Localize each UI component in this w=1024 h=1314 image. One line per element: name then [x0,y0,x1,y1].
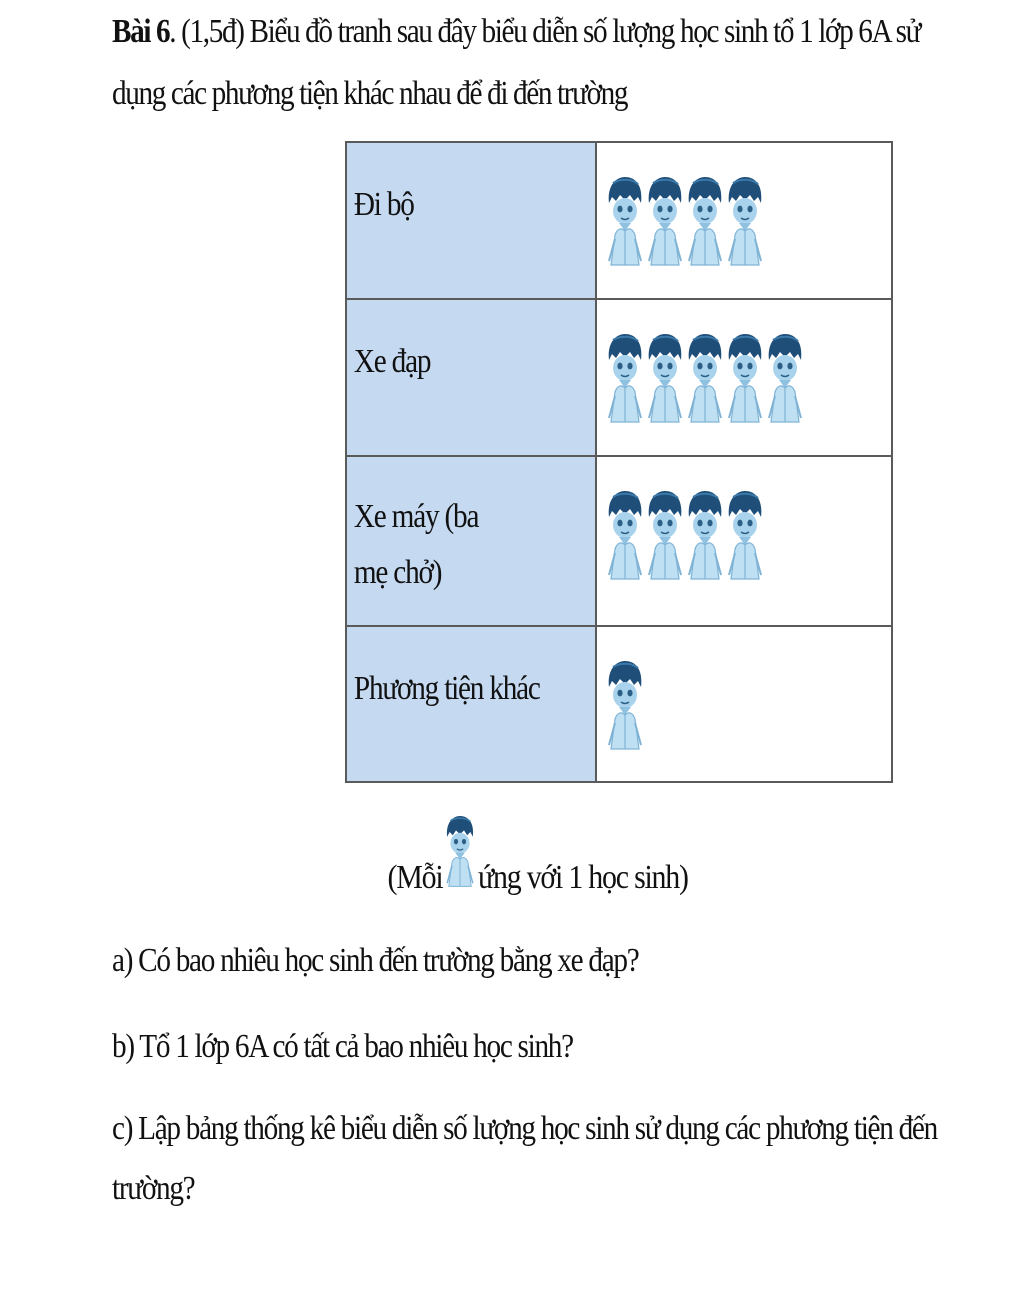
student-icon [685,173,725,271]
category-cell [346,456,596,626]
category-cell [346,299,596,456]
icons-cell [596,456,892,626]
question-a: a) Có bao nhiêu học sinh đến trường bằng xe đạp? [112,942,639,979]
pictograph-row [346,456,892,626]
exercise-heading-line2: dụng các phương tiện khác nhau để đi đến trường [112,75,628,112]
icons-cell [596,626,892,782]
student-icon [725,330,765,428]
student-icon [725,487,765,585]
question-b: b) Tổ 1 lớp 6A có tất cả bao nhiêu học sinh? [112,1028,573,1065]
legend-prefix: (Mỗi [387,859,443,896]
student-icon [444,810,476,894]
exercise-heading-text: . (1,5đ) Biểu đồ tranh sau đây biểu diễn số lượng học sinh tổ 1 lớp 6A sử [169,13,921,50]
student-icon [605,173,645,271]
student-icon [645,173,685,271]
icon-group [597,627,891,755]
student-icon [605,330,645,428]
icon-group [597,300,891,428]
student-icon [725,173,765,271]
legend-suffix: ứng với 1 học sinh) [478,859,689,896]
student-icon [645,487,685,585]
category-cell [346,142,596,299]
category-label: Xe đạp [353,343,431,380]
student-icon [685,330,725,428]
student-icon [605,487,645,585]
category-label: Phương tiện khác [353,670,540,707]
pictograph-body [346,142,892,782]
question-c-continued: trường? [112,1170,195,1207]
exercise-heading [112,10,921,54]
category-label: Xe máy (ba mẹ chở) [353,498,479,591]
category-label: Đi bộ [353,186,414,223]
question-c: c) Lập bảng thống kê biểu diễn số lượng học sinh sử dụng các phương tiện đến [112,1110,937,1147]
student-icon [765,330,805,428]
student-icon [605,657,645,755]
icons-cell [596,142,892,299]
icon-group [597,457,891,585]
icons-cell [596,299,892,456]
pictograph-table [345,141,893,783]
student-icon [685,487,725,585]
student-icon [645,330,685,428]
pictograph-row [346,626,892,782]
category-cell [346,626,596,782]
icon-group [597,143,891,271]
pictograph-row [346,299,892,456]
exercise-number: Bài 6 [112,13,170,50]
pictograph-legend [380,806,717,902]
pictograph-row [346,142,892,299]
